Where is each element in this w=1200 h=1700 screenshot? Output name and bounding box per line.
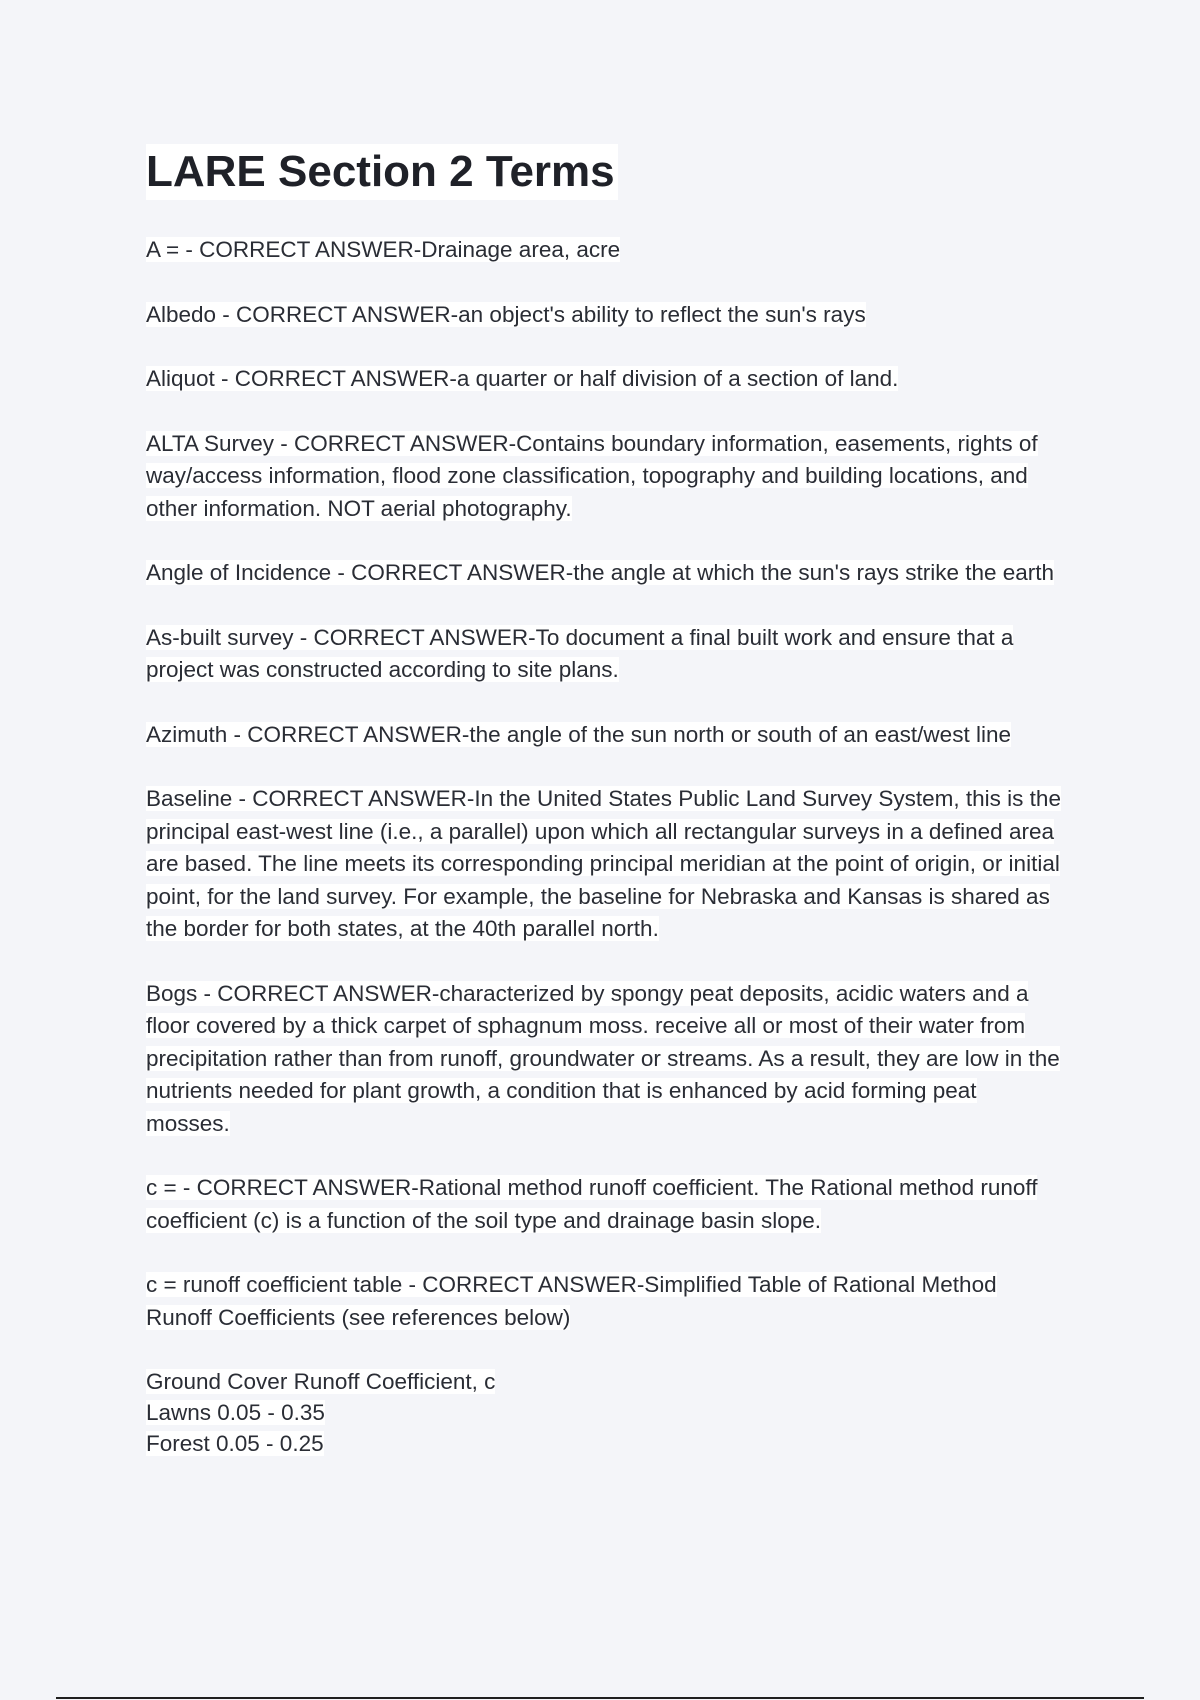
runoff-coefficient-table <box>146 1366 1066 1459</box>
term-text: ALTA Survey - CORRECT ANSWER-Contains boundary information, easements, rights of way/access information, flood zone classification, topography and building locations, and other information. NOT aerial photography. <box>146 430 1038 521</box>
term-entry <box>146 719 1066 752</box>
term-entry <box>146 363 1066 396</box>
term-text: Bogs - CORRECT ANSWER-characterized by spongy peat deposits, acidic waters and a floor covered by a thick carpet of sphagnum moss. receive all or most of their water from precipitation rather than from runoff, groundwater or streams. As a result, they are low in the nutrients needed for plant growth, a condition that is enhanced by acid forming peat mosses. <box>146 980 1060 1136</box>
term-entry <box>146 234 1066 267</box>
term-text: As-built survey - CORRECT ANSWER-To document a final built work and ensure that a project was constructed according to site plans. <box>146 624 1014 682</box>
term-text: Baseline - CORRECT ANSWER-In the United States Public Land Survey System, this is the principal east-west line (i.e., a parallel) upon which all rectangular surveys in a defined area are based. The line meets its corresponding principal meridian at the point of origin, or initial point, for the land survey. For example, the baseline for Nebraska and Kansas is shared as the border for both states, at the 40th parallel north. <box>146 786 1061 941</box>
term-entry <box>146 1172 1066 1237</box>
page-bottom-divider <box>56 1697 1144 1699</box>
term-entry <box>146 557 1066 590</box>
term-entry <box>146 622 1066 687</box>
terms-list <box>146 234 1066 1459</box>
term-text: Azimuth - CORRECT ANSWER-the angle of the sun north or south of an east/west line <box>146 721 1011 747</box>
table-row-lawns <box>146 1397 1066 1428</box>
term-entry <box>146 1269 1066 1334</box>
table-row-forest <box>146 1428 1066 1459</box>
term-entry <box>146 783 1066 946</box>
term-entry <box>146 428 1066 526</box>
term-text: c = runoff coefficient table - CORRECT ANSWER-Simplified Table of Rational Method Runoff Coefficients (see references below) <box>146 1272 997 1330</box>
term-entry <box>146 299 1066 332</box>
table-line-text: Forest 0.05 - 0.25 <box>146 1431 324 1456</box>
document-title: LARE Section 2 Terms <box>146 144 618 200</box>
term-text: A = - CORRECT ANSWER-Drainage area, acre <box>146 237 621 262</box>
document-content <box>146 144 1066 1459</box>
table-line-text: Ground Cover Runoff Coefficient, c <box>146 1369 496 1394</box>
term-text: Albedo - CORRECT ANSWER-an object's ability to reflect the sun's rays <box>146 301 866 327</box>
term-text: Aliquot - CORRECT ANSWER-a quarter or half division of a section of land. <box>146 366 899 391</box>
term-entry <box>146 978 1066 1141</box>
term-text: c = - CORRECT ANSWER-Rational method runoff coefficient. The Rational method runoff coefficient (c) is a function of the soil type and drainage basin slope. <box>146 1175 1038 1233</box>
table-line-text: Lawns 0.05 - 0.35 <box>146 1400 325 1425</box>
term-text: Angle of Incidence - CORRECT ANSWER-the angle at which the sun's rays strike the earth <box>146 560 1055 585</box>
table-header-line <box>146 1366 1066 1397</box>
